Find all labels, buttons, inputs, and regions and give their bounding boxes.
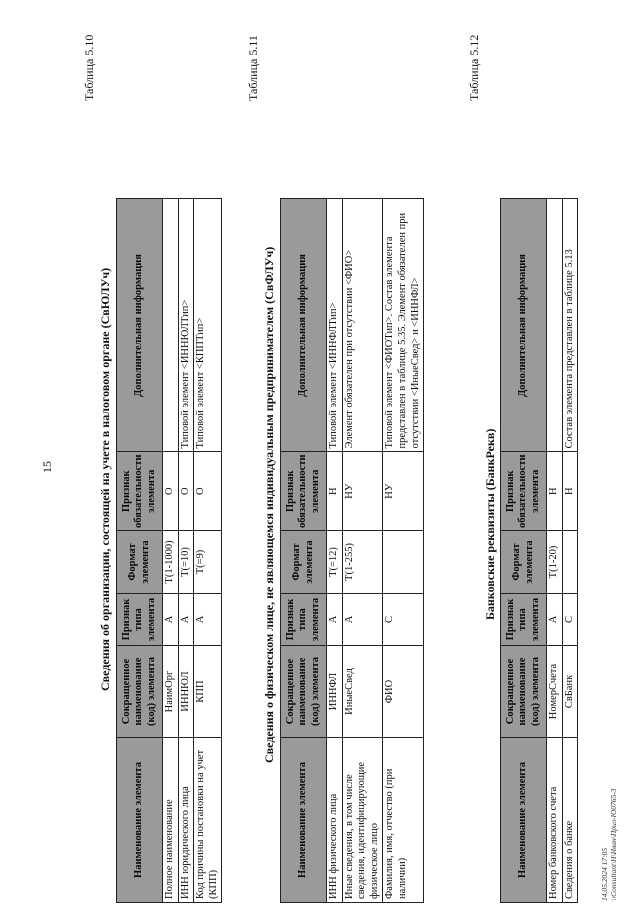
cell-info: Типовой элемент <ФИОТип>. Состав элемента представлен в таблице 5.35. Элемент обязателен при отсутствии <ИныеСвед> и <ИННФЛ> [383,199,424,452]
cell-format: T(=9) [194,531,222,594]
cell-format [562,531,578,594]
header-mandatory: Признак обязательности элемента [117,452,163,531]
cell-mandatory: О [178,452,194,531]
cell-type: С [383,594,424,646]
cell-info: Состав элемента представлен в таблице 5.13 [562,199,578,452]
header-mandatory: Признак обязательности элемента [501,452,547,531]
cell-format: T(1-255) [342,531,383,594]
cell-info: Типовой элемент <КППТип> [194,199,222,452]
table-5-10 [116,198,222,903]
cell-format: T(1-20) [547,531,563,594]
header-short-name: Сокращенное наименование (код) элемента [501,646,547,738]
cell-short-name: ИныеСвед [342,646,383,738]
header-type: Признак типа элемента [281,594,327,646]
table-row [178,199,194,903]
cell-mandatory: НУ [342,452,383,531]
header-format: Формат элемента [281,531,327,594]
header-format: Формат элемента [117,531,163,594]
header-info: Дополнительная информация [117,199,163,452]
header-name: Наименование элемента [501,738,547,903]
header-info: Дополнительная информация [281,199,327,452]
cell-type: А [327,594,343,646]
cell-format: T(1-1000) [163,531,179,594]
table-row [342,199,383,903]
table-caption-5-10: Таблица 5.10 [82,34,96,101]
cell-type: А [342,594,383,646]
cell-format: T(=12) [327,531,343,594]
cell-name: Номер банковского счета [547,738,563,903]
cell-name: Полное наименование [163,738,179,903]
table-header-row [117,199,163,903]
table-5-12 [500,198,578,903]
footer-stamp [600,788,619,901]
cell-short-name: КПП [194,646,222,738]
header-short-name: Сокращенное наименование (код) элемента [117,646,163,738]
page-number: 15 [40,461,54,473]
cell-short-name: ИННФЛ [327,646,343,738]
section-title-5-10: Сведения об организации, состоящей на учете в налоговом органе (СвЮЛУч) [98,267,112,691]
cell-type: А [163,594,179,646]
table-caption-5-12: Таблица 5.12 [467,34,481,101]
table-5-11 [280,198,424,903]
cell-short-name: СвБанк [562,646,578,738]
cell-short-name: ФИО [383,646,424,738]
cell-mandatory: Н [562,452,578,531]
table-caption-5-11: Таблица 5.11 [246,35,260,101]
section-title-5-11: Сведения о физическом лице, не являющемся индивидуальным предпринимателем (СвФЛУч) [262,246,276,763]
table-row [327,199,343,903]
cell-format [383,531,424,594]
cell-info: Типовой элемент <ИННЮЛТип> [178,199,194,452]
cell-info: Элемент обязателен при отсутствии <ФИО> [342,199,383,452]
section-title-5-12: Банковские реквизиты (БанкРекв) [483,428,497,620]
table-row [163,199,179,903]
cell-info: Типовой элемент <ИННФЛТип> [327,199,343,452]
cell-name: Иные сведения, в том числе сведения, идентифицирующие физическое лицо [342,738,383,903]
cell-type: С [562,594,578,646]
cell-type: А [178,594,194,646]
header-name: Наименование элемента [281,738,327,903]
cell-type: А [547,594,563,646]
cell-name: ИНН физического лица [327,738,343,903]
cell-mandatory: О [194,452,222,531]
table-row [194,199,222,903]
table-header-row [501,199,547,903]
header-type: Признак типа элемента [117,594,163,646]
cell-mandatory: О [163,452,179,531]
table-row [547,199,563,903]
header-mandatory: Признак обязательности элемента [281,452,327,531]
cell-info [163,199,179,452]
table-row [383,199,424,903]
cell-mandatory: НУ [383,452,424,531]
header-short-name: Сокращенное наименование (код) элемента [281,646,327,738]
header-name: Наименование элемента [117,738,163,903]
cell-mandatory: Н [547,452,563,531]
footer-date: 14.05.2024 17:05 [600,847,609,901]
cell-short-name: НаимОрг [163,646,179,738]
header-format: Формат элемента [501,531,547,594]
cell-name: ИНН юридического лица [178,738,194,903]
cell-name: Код причины постановки на учет (КПП) [194,738,222,903]
cell-format: T(=10) [178,531,194,594]
cell-name: Фамилия, имя, отчество (при наличии) [383,738,424,903]
cell-name: Сведения о банке [562,738,578,903]
cell-short-name: ИННЮЛ [178,646,194,738]
header-type: Признак типа элемента [501,594,547,646]
cell-info [547,199,563,452]
table-header-row [281,199,327,903]
table-row [562,199,578,903]
cell-mandatory: Н [327,452,343,531]
cell-type: А [194,594,222,646]
footer-path: \\Consultant\H\Иван\Прил-Ю0765-3 [609,788,619,901]
header-info: Дополнительная информация [501,199,547,452]
cell-short-name: НомерСчета [547,646,563,738]
